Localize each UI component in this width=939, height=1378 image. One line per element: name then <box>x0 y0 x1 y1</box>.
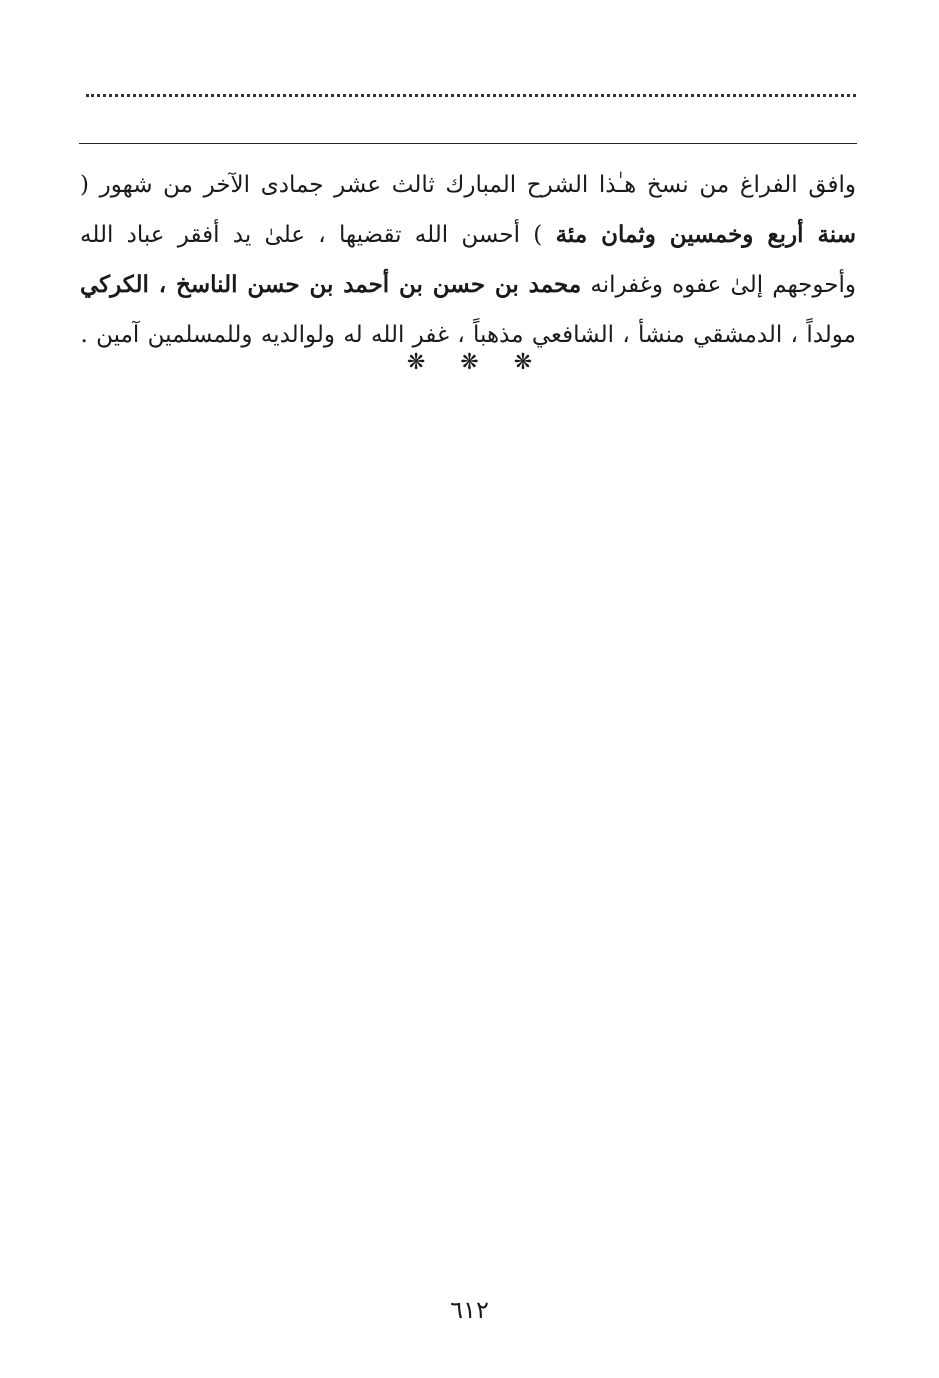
section-end-ornament <box>0 350 939 375</box>
dotted-separator <box>86 94 856 97</box>
copyist-name-bold: محمد بن حسن بن أحمد بن حسن الناسخ ، الكركي <box>80 271 582 298</box>
horizontal-rule <box>79 143 857 144</box>
colophon-date-bold: سنة أربع وخمسين وثمان مئة <box>555 221 857 248</box>
star-ornament-icon: ❋ <box>513 350 533 375</box>
colophon-text-1: وافق الفراغ من نسخ هـٰذا الشرح المبارك ثالث عشر جمادى الآخر من شهور ( <box>80 172 856 198</box>
colophon-paragraph <box>80 160 856 360</box>
page-number: ٦١٢ <box>450 1296 489 1324</box>
colophon-text-2: ) أحسن الله تقضيها ، علىٰ يد أفقر عباد الله وأحوجهم إلىٰ عفوه وغفرانه <box>80 222 856 298</box>
star-ornament-icon: ❋ <box>406 350 426 375</box>
star-ornament-icon: ❋ <box>460 350 479 375</box>
colophon-text-3: مولداً ، الدمشقي منشأ ، الشافعي مذهباً ، غفر الله له ولوالديه وللمسلمين آمين . <box>80 322 856 348</box>
